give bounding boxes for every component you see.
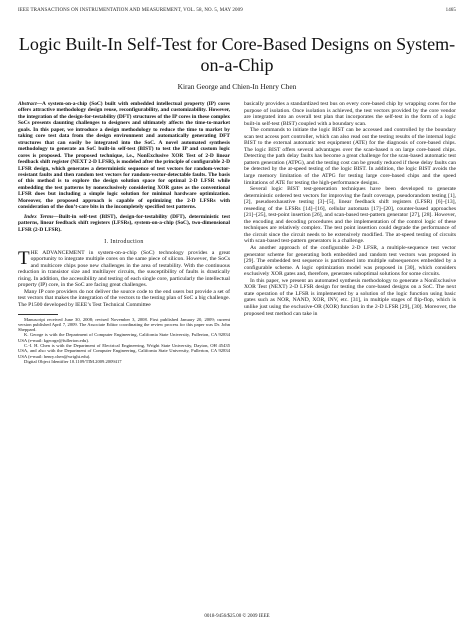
footnote-author-2: C.-I. H. Chen is with the Department of Electrical Engineering, Wright State University, Dayton, OH 45435 USA, and also with the Department of Computer Engineering, California State University, Fullerton, CA 92834 USA (e-mail: henry.chen@wright.edu). — [18, 343, 230, 359]
body-paragraph: Several logic BIST test-generation techniques have been developed to generate deterministic ordered test vectors for improving the fault coverage, pseudorandom testing [1], [2], pseudoexhaustive testing [3]–[5], linear feedback shift registers (LFSR) [6]–[13], reseeding of the LFSRs [14]–[16], cellular automata [17]–[20], counter-based approaches [21]–[25], test-point insertion [26], and scan-based test-pattern generator [27], [28]. However, the encoding and decoding procedures and the implementation of the control logic of these techniques are relatively complex. The test point insertion could degrade the performance of the circuit since the circuit needs to be extensively modified. The at-speed testing of circuits with scan-based test-pattern generators is a challenge. — [244, 186, 456, 245]
section-heading: I. Introduction — [104, 239, 144, 246]
footnote-received: Manuscript received June 30, 2008; revised November 3, 2008. First published January 20, 2009; current version published April 7, 2009. The Associate Editor coordinating the review process for this paper was Dr. John Sheppard. — [18, 316, 230, 333]
page-number: 1465 — [445, 8, 456, 13]
abstract — [18, 101, 230, 211]
index-terms-text: Built-in self-test (BIST), design-for-testability (DFT), deterministic test patterns, linear feedback shift registers (LFSRs), system-on-a-chip (SoC), two-dimensional LFSR (2-D LFSR). — [18, 213, 230, 233]
body-paragraph: In this paper, we present an automated synthesis methodology to generate a NonExclusive XOR Test (NEXT) 2-D LFSR design for testing the core-based designs on a SoC. The next state operation of the LFSR is implemented by a solution of the logic function using basic gates such as NOR, NAND, XOR, INV, etc. [31], in multiple stages of flip-flop, which is unlike just using the exclusive-OR (XOR) function in the 2-D LFSR [29], [30]. Moreover, the proposed test method can take in — [244, 277, 456, 317]
right-column — [244, 101, 456, 317]
footnote-divider — [18, 314, 58, 315]
index-terms — [18, 214, 230, 233]
paper-authors: Kiran George and Chien-In Henry Chen — [177, 82, 297, 91]
copyright-footer: 0018-9456/$25.00 © 2009 IEEE — [204, 614, 270, 619]
body-paragraph: As another approach of the configurable 2-D LFSR, a multiple-sequence test vector generator scheme for generating both embedded and random test vectors was proposed in [29]. The embedded test sequence is partitioned into multiple subsequences embedded by a configurable scheme. A logic optimization model was proposed in [30], which considers exclusively XOR gates and, therefore, generates suboptimal solutions for some circuits. — [244, 245, 456, 278]
drop-cap: T — [18, 247, 30, 269]
footnote-doi: Digital Object Identifier 10.1109/TIM.2009.2009417 — [24, 358, 122, 364]
paper-title: Logic Built-In Self-Test for Core-Based Designs on System-on-a-Chip — [18, 34, 456, 75]
intro-paragraph-1-text: HE ADVANCEMENT in system-on-a-chip (SoC) technology provides a great opportunity to integrate multiple cores on the same piece of silicon. However, the SoCs and multicore chips pose new challenges in the area of testability. With the continuous reduction in transistor size and multilayer circuits, the susceptibility of faults is drastically rising. In addition, the accessibility and testing of each single core, particularly the intellectual property (IP) core, in the SoC are facing great challenges. — [18, 249, 230, 289]
body-paragraph: basically provides a standardized test bus on every core-based chip by wrapping cores for the purpose of isolation. Once isolation is achieved, the test vectors provided by the core vendor are integrated into an overall test plan that incorporates the self-test in the form of a logic built-in self-test (BIST) coupled with a boundary scan. — [244, 101, 456, 127]
abstract-label: Abstract— — [18, 101, 42, 107]
footnote-author-1: K. George is with the Department of Computer Engineering, California State University, Fullerton, CA 92834 USA (e-mail: kgeorge@fullerton.edu). — [18, 332, 230, 343]
index-terms-label: Index Terms— — [24, 213, 59, 220]
intro-paragraph-2: Many IP core providers do not deliver the source code to the end users but provide a set of test vectors that makes the integration of the vectors to the testing plan of SoC a big challenge. The P1500 developed by IEEE’s Test Technical Committee — [18, 288, 230, 308]
body-paragraph: The commands to initiate the logic BIST can be accessed and controlled by the boundary scan test access port controller, which can also read out the testing results of the internal logic BIST to the external automatic test equipment (ATE) for the diagnosis of core-based chips. The logic BIST offers several advantages over the scan-based n on large core-based chips. Detecting the path delay faults has become a great challenge for the scan-based automatic test pattern generation (ATPG), and the testing cost can be greatly reduced if these delay faults can be detected by the at-speed testing of the logic BIST. In addition, the logic BIST avoids the large memory limitation of the ATPG for testing large core-based chips and the speed limitations of ATE for testing the high-performance designs. — [244, 127, 456, 186]
running-header — [18, 8, 456, 13]
intro-paragraph-1 — [18, 247, 230, 289]
left-column — [18, 101, 230, 364]
journal-name: IEEE TRANSACTIONS ON INSTRUMENTATION AND MEASUREMENT, VOL. 58, NO. 5, MAY 2009 — [18, 8, 243, 13]
abstract-text: A system-on-a-chip (SoC) built with embedded intellectual property (IP) cores offers attractive methodology design reuse, reconfigurability, and customizability. However, the integration of the design-for-testability (DFT) structures of the IP cores in these complex SoCs presents daunting challenges to designers and ultimately affects the time-to-market goals. In this paper, we introduce a design methodology to reduce the time to market by taking core test data from the design environment and automatically generating DFT structures that can easily be integrated into the SoC. A novel automated synthesis methodology to generate an SoC built-in self-test (BIST) to test the IP and custom logic cores is proposed. The proposed technique, i.e., NonExclusive XOR Test of 2-D linear feedback shift register (NEXT 2-D LFSR), is modeled after the principle of configurable 2-D LFSR design, which generates a deterministic sequence of test vectors for random-vector-resistant faults and then random test vectors for random-vector-detectable faults. The basis of this method is to explore the design solution space for optimal 2-D LFSR while embedding the test patterns by nonexclusively considering XOR gates as the conventional LFSR does but including a simple logic solution for minimal hardware optimization. Moreover, the proposed approach is capable of optimizing the 2-D LFSRs with consideration of the don’t-care bits in the incompletely specified test patterns. — [18, 101, 230, 211]
